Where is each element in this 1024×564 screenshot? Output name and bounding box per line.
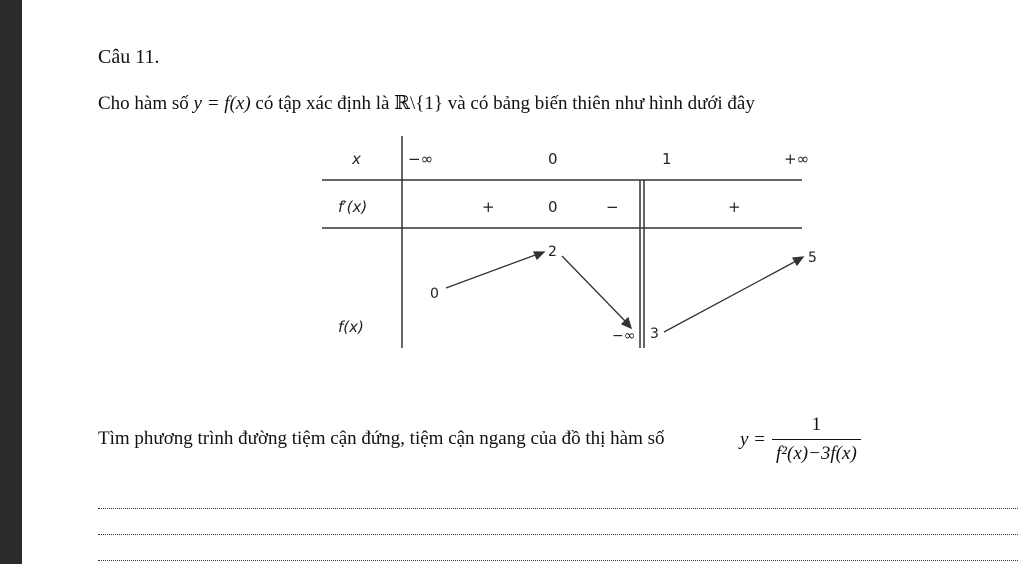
f-value-5: 5 [808,250,817,266]
answer-line-2[interactable] [98,534,1018,535]
question-stem [98,92,755,115]
f-value-3: 3 [650,326,659,342]
f-value-2: 2 [548,244,557,260]
sign-minus: − [606,198,619,216]
arrowhead-1 [534,252,544,259]
f-value-0: 0 [430,286,439,302]
arrow-decrease [562,256,626,322]
row-label-x: x [352,150,361,168]
stem-domain: ℝ\{1} [394,93,443,114]
question-task: Tìm phương trình đường tiệm cận đứng, tiệm cận ngang của đồ thị hàm số [98,428,665,449]
x-value-0: 0 [548,150,558,168]
answer-line-3[interactable] [98,560,1018,561]
function-formula [740,414,861,465]
question-title: Câu 11. [98,46,160,68]
left-window-edge [0,0,22,564]
sign-plus-1: + [482,198,495,216]
formula-lhs: y = [740,428,767,450]
x-value-1: 1 [662,150,672,168]
formula-fraction [772,414,861,465]
stem-function: y = f(x) [193,93,251,114]
document-page [22,0,1024,564]
derivative-zero: 0 [548,198,558,216]
x-value-pos-inf: +∞ [784,150,810,168]
arrowhead-3 [793,257,803,265]
sign-plus-2: + [728,198,741,216]
stem-rest: và có bảng biến thiên như hình dưới đây [447,93,755,114]
x-value-neg-inf: −∞ [408,150,434,168]
row-label-f: f(x) [338,318,364,336]
stem-domain-text: có tập xác định là [255,93,390,114]
row-label-fprime: f′(x) [338,198,368,216]
formula-denominator: f²(x)−3f(x) [772,439,861,465]
arrow-increase-1 [446,254,538,288]
arrow-increase-2 [664,260,798,332]
variation-table [322,132,842,357]
stem-intro: Cho hàm số [98,93,189,114]
f-value-neg-inf: −∞ [612,328,636,344]
formula-numerator: 1 [811,414,822,435]
answer-line-1[interactable] [98,508,1018,509]
